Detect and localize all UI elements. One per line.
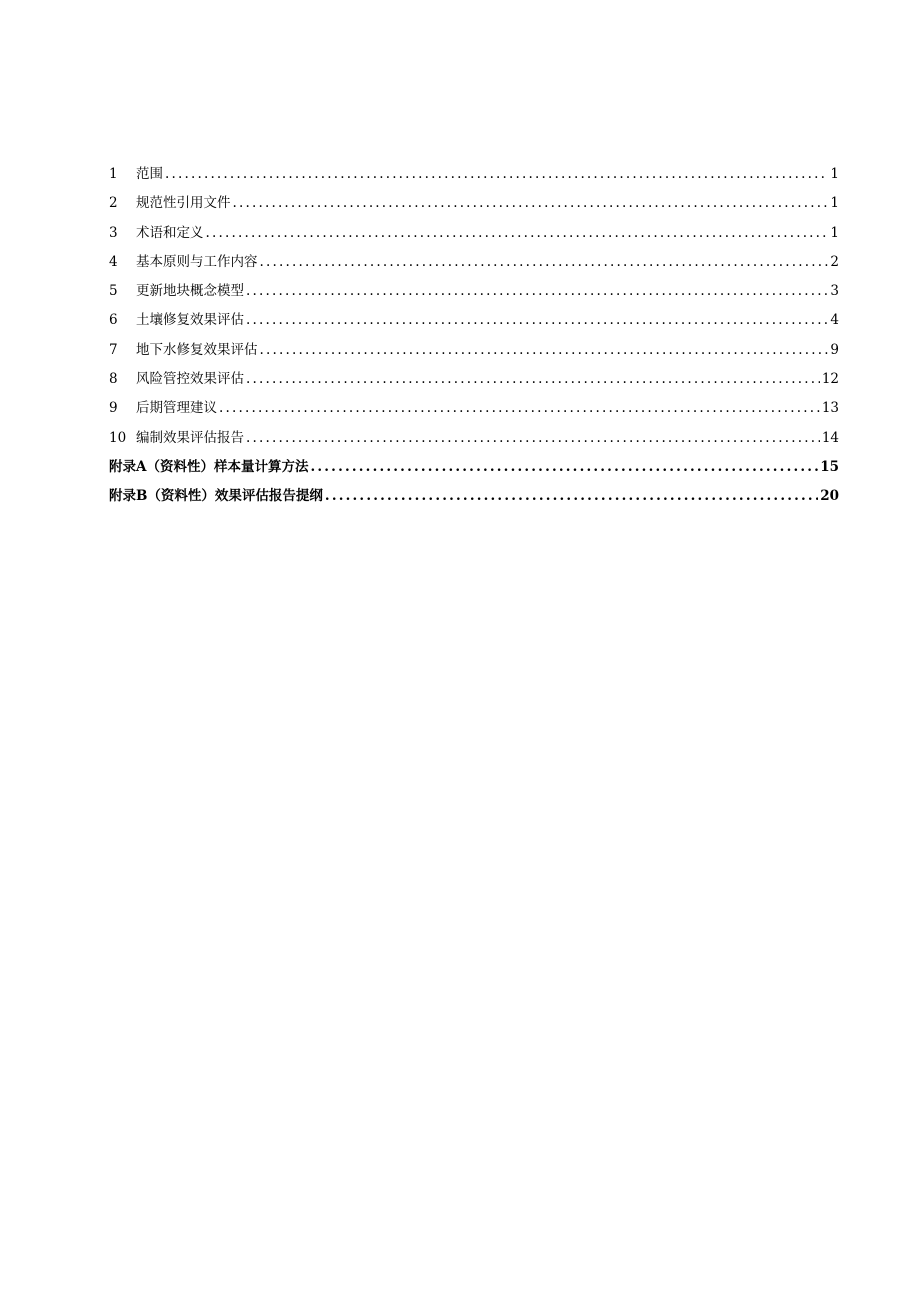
- toc-entry-title: 更新地块概念模型: [136, 283, 244, 300]
- toc-dot-leader: [310, 453, 818, 482]
- toc-entry-number: 3: [109, 224, 118, 241]
- toc-dot-leader: [165, 160, 828, 189]
- toc-entry-2[interactable]: [109, 189, 839, 218]
- toc-entry-number: 8: [109, 371, 118, 388]
- table-of-contents: [109, 160, 839, 512]
- toc-page-number: 1: [830, 224, 839, 241]
- toc-dot-leader: [260, 248, 829, 277]
- toc-entry-3[interactable]: [109, 219, 839, 248]
- toc-page-number: 9: [830, 341, 839, 358]
- toc-entry-number: 1: [109, 166, 118, 182]
- toc-dot-leader: [246, 424, 820, 453]
- toc-entry-title: 基本原则与工作内容: [136, 253, 258, 270]
- toc-page-number: 1: [830, 166, 839, 182]
- toc-entry-4[interactable]: [109, 248, 839, 277]
- toc-entry-number: 10: [109, 429, 127, 446]
- toc-page-number: 2: [830, 253, 839, 270]
- toc-entry-10[interactable]: [109, 424, 839, 453]
- toc-appendix-title: （资料性）效果评估报告提纲: [147, 488, 323, 505]
- toc-page-number: 3: [830, 283, 839, 300]
- toc-page-number: 14: [821, 429, 839, 446]
- toc-appendix-label: 附录A: [109, 458, 147, 475]
- toc-entry-number: 7: [109, 341, 118, 358]
- toc-entry-title: 风险管控效果评估: [136, 371, 244, 388]
- toc-appendix-a[interactable]: [109, 453, 839, 482]
- toc-page-number: 15: [820, 458, 839, 475]
- toc-dot-leader: [246, 277, 828, 306]
- toc-entry-title: 土壤修复效果评估: [136, 312, 244, 329]
- toc-page-number: 4: [830, 312, 839, 329]
- toc-dot-leader: [246, 365, 820, 394]
- toc-appendix-b[interactable]: [109, 482, 839, 511]
- toc-entry-8[interactable]: [109, 365, 839, 394]
- toc-entry-title: 编制效果评估报告: [136, 429, 244, 446]
- toc-entry-title: 规范性引用文件: [136, 195, 231, 212]
- toc-entry-6[interactable]: [109, 306, 839, 335]
- toc-entry-number: 5: [109, 283, 118, 300]
- toc-entry-title: 范围: [136, 166, 163, 182]
- toc-entry-7[interactable]: [109, 336, 839, 365]
- toc-dot-leader: [260, 336, 829, 365]
- toc-entry-title: 地下水修复效果评估: [136, 341, 258, 358]
- toc-dot-leader: [233, 189, 829, 218]
- toc-page-number: 1: [830, 195, 839, 212]
- toc-entry-5[interactable]: [109, 277, 839, 306]
- toc-appendix-label: 附录B: [109, 488, 148, 505]
- toc-page-number: 12: [821, 371, 839, 388]
- toc-entry-9[interactable]: [109, 394, 839, 423]
- toc-dot-leader: [246, 306, 828, 335]
- toc-appendix-title: （资料性）样本量计算方法: [146, 458, 309, 475]
- toc-page-number: 20: [820, 488, 839, 505]
- toc-page-number: 13: [821, 400, 839, 417]
- toc-entry-title: 术语和定义: [136, 224, 204, 241]
- toc-dot-leader: [206, 219, 829, 248]
- toc-entry-number: 4: [109, 253, 118, 270]
- toc-dot-leader: [325, 482, 818, 511]
- toc-entry-number: 6: [109, 312, 118, 329]
- toc-dot-leader: [219, 394, 820, 423]
- toc-entry-number: 9: [109, 400, 118, 417]
- toc-entry-1[interactable]: [109, 160, 839, 189]
- toc-entry-title: 后期管理建议: [136, 400, 217, 417]
- toc-entry-number: 2: [109, 195, 118, 212]
